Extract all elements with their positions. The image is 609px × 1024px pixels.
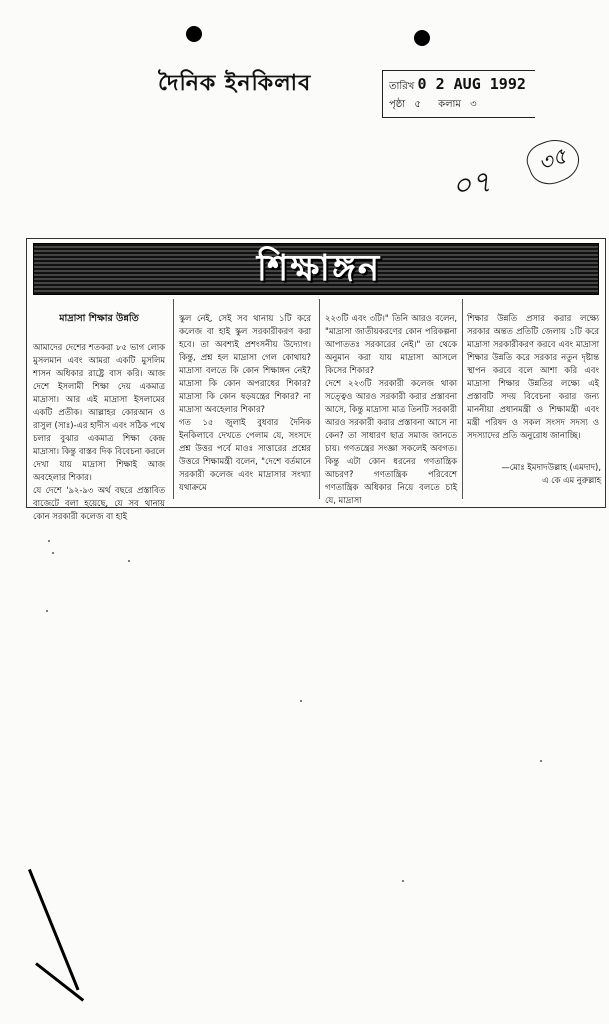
article-column-4 [467,299,599,459]
column-text: শিক্ষার উন্নতি প্রসার করার লক্ষ্যে সরকার অন্তত প্রতিটি জেলায় ১টি করে মাদ্রাসা সরকারীকরণ করবে এবং মাদ্রাসা শিক্ষার উন্নতি করে সরকার নতুন দৃষ্টান্ত স্থাপন করবে বলে আশা করি এবং মাদ্রাসা শিক্ষার উন্নতির লক্ষ্যে এই প্রস্তাবটি সদয় বিবেচনা করার জন্য মাননীয়া প্রধানমন্ত্রী ও শিক্ষামন্ত্রী এবং মন্ত্রী পরিষদ ও সকল সংসদ সদস্য ও সদস্যাদের প্রতি অনুরোধ জানাচ্ছি। [467,313,599,440]
handwritten-note-number: ০৭ [449,164,494,205]
punch-hole-left [186,26,202,42]
column-text: ২২৩টি এবং ৩টি।" তিনি আরও বলেন, "মাদ্রাসা জাতীয়করণের কোন পরিকল্পনা আপাততঃ সরকারের নেই।" তা থেকে অনুমান করা যায় মাদ্রাসা আসলে কিসের শিকার? দেশে ২২৩টি সরকারী কলেজ থাকা সত্ত্বেও আরও সরকারী করার প্রস্তাবনা আসে, কিন্তু মাদ্রাসা মাত্র তিনটি সরকারী আরও সরকারী করার প্রস্তাবনা আসে না কেন? তা সাধারণ ছাত্র সমাজ জানতে চায়। গণতন্ত্রের সংজ্ঞা সকলেই অবগত। কিন্তু এটা কোন ধরনের গণতান্ত্রিক আচরণ? গণতান্ত্রিক পরিবেশে গণতান্ত্রিক অধিকার নিয়ে বলতে চাই যে, মাদ্রাসা [325,313,457,505]
scan-speck [48,540,50,542]
article-headline: মাদ্রাসা শিক্ষার উন্নতি [59,313,139,324]
scan-speck [402,880,404,882]
article-column-3 [325,299,457,503]
stamp-date-label: তারিখ [389,81,415,92]
stamp-page-value: ৫ [414,99,421,110]
scan-speck [540,760,542,762]
scan-speck [128,560,130,562]
column-divider [319,299,320,499]
column-text: আমাদের দেশের শতকরা ৮৫ ভাগ লোক মুসলমান এবং আমরা একটি মুসলিম শাসন অধিকার রাষ্ট্রে বাস করি। আজ দেশে ইসলামী শিক্ষা দেয় একমাত্র মাদ্রাসা। আর এই মাদ্রাসা ইসলামের একটি প্রতীক। আল্লাহর কোরআন ও রাসুল (সাঃ)-এর হাদীস এবং সঠিক পথে চলার বুঝার একমাত্র শিক্ষা কেন্দ্র মাদ্রাসা। কিন্তু বাস্তব দিক বিবেচনা করলে দেখা যায় মাদ্রাসা শিক্ষাই আজ অবহেলার শিকার। যে দেশে '৯২-৯৩ অর্থ বছরে প্রস্তাবিত বাজেটে বলা হয়েছে, যে সব থানায় কোন সরকারী কলেজ বা হাই [33,342,165,521]
signature-author-1: —মোঃ ইমদাদউল্লাহ (এমদাদ), [501,462,601,472]
handwritten-note-circled: ৩৫ [522,132,585,191]
scan-speck [300,700,302,702]
section-banner [33,243,599,295]
article-column-1 [33,299,165,521]
column-divider [173,299,174,499]
scan-speck [52,552,54,554]
newspaper-masthead: দৈনিক ইনকিলাব [158,71,312,96]
article-column-2 [179,299,311,503]
column-text: স্কুল নেই, সেই সব থানায় ১টি করে কলেজ বা হাই স্কুল সরকারীকরণ করা হবে। তা অবশ্যই প্রশংসনীয় উদ্যোগ। কিন্তু, প্রশ্ন হল মাদ্রাসা গেল কোথায়? মাদ্রাসা বলতে কি কোন শিক্ষাঙ্গন নেই? মাদ্রাসা কি কোন অপরাধের শিকার? মাদ্রাসা কি কোন ষড়যন্ত্রের শিকার? না মাদ্রাসা অবহেলার শিকার? গত ১৫ জুলাই বুধবার দৈনিক ইনকিলাবে দেখতে পেলাম যে, সংসদে প্রশ্ন উত্তর পর্বে মাওঃ সাত্তারের প্রশ্নের উত্তরে শিক্ষামন্ত্রী বলেন, "দেশে বর্তমানে সরকারী কলেজ এবং মাদ্রাসার সংখ্যা যথাক্রমে [179,313,311,492]
signature-author-2: এ কে এম নুরুল্লাহ [542,475,601,485]
stamp-column-value: ৩ [470,99,477,110]
article-signature [467,461,601,487]
stamp-page-label: পৃষ্ঠা [389,99,406,110]
punch-hole-right [414,30,430,46]
newspaper-clipping [26,238,606,521]
column-divider [462,299,463,499]
page-fold-mark [28,869,79,991]
section-title: শিক্ষাঙ্গন [256,248,382,289]
stamp-column-label: কলাম [438,99,461,110]
stamp-date: 0 2 AUG 1992 [417,75,526,93]
scan-speck [46,610,48,612]
date-stamp [382,70,535,118]
